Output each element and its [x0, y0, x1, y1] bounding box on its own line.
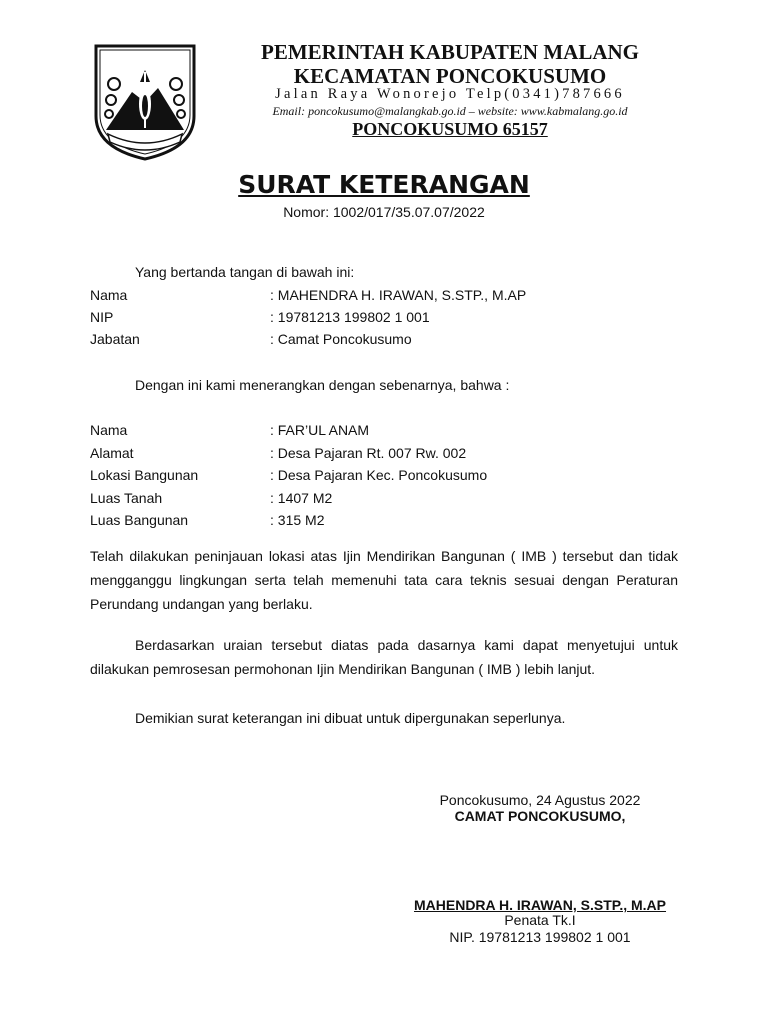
org-name-line1: PEMERINTAH KABUPATEN MALANG — [261, 40, 639, 64]
regency-emblem-logo — [92, 42, 198, 162]
letter-number: Nomor: 1002/017/35.07.07/2022 — [283, 204, 485, 220]
inspection-paragraph: Telah dilakukan peninjauan lokasi atas Ijin Mendirikan Bangunan ( IMB ) tersebut dan tidak mengganggu lingkungan serta telah memenuhi tata cara teknis sesuai dengan Peraturan Perundang undangan yang berlaku. — [90, 548, 678, 612]
letter-title: SURAT KETERANGAN — [238, 170, 530, 199]
field-value: : Desa Pajaran Kec. Poncokusumo — [270, 467, 488, 483]
field-label: Lokasi Bangunan — [90, 467, 199, 483]
subject-field-row — [90, 445, 690, 463]
place-date: Poncokusumo, 24 Agustus 2022 — [439, 792, 641, 808]
approval-paragraph: Berdasarkan uraian tersebut diatas pada dasarnya kami dapat menyetujui untuk dilakukan pemrosesan permohonan Ijin Mendirikan Bangunan ( IMB ) lebih lanjut. — [90, 637, 678, 677]
signer-field-row — [90, 309, 690, 327]
office-address: Jalan Raya Wonorejo Telp(0341)787666 — [275, 86, 625, 102]
signer-field-row — [90, 287, 690, 305]
signer-field-row — [90, 331, 690, 349]
org-name-line2: KECAMATAN PONCOKUSUMO — [293, 64, 607, 88]
closing-text: Demikian surat keterangan ini dibuat untuk dipergunakan seperlunya. — [135, 710, 566, 726]
field-label: Jabatan — [90, 331, 140, 347]
field-label: Luas Tanah — [90, 490, 163, 506]
field-value: : 19781213 199802 1 001 — [270, 309, 430, 325]
field-value: : MAHENDRA H. IRAWAN, S.STP., M.AP — [270, 287, 527, 303]
field-label: NIP — [90, 309, 114, 325]
postal-code-line: PONCOKUSUMO 65157 — [352, 119, 548, 139]
field-value: : 1407 M2 — [270, 490, 333, 506]
field-value: : Camat Poncokusumo — [270, 331, 412, 347]
field-label: Luas Bangunan — [90, 512, 189, 528]
subject-field-row — [90, 467, 690, 485]
signer-nip: NIP. 19781213 199802 1 001 — [449, 929, 631, 945]
signer-rank: Penata Tk.I — [504, 912, 576, 928]
subject-field-row — [90, 512, 690, 530]
field-label: Nama — [90, 422, 128, 438]
field-label: Nama — [90, 287, 128, 303]
signer-position: CAMAT PONCOKUSUMO, — [454, 808, 626, 824]
subject-field-row — [90, 490, 690, 508]
field-value: : 315 M2 — [270, 512, 325, 528]
field-value: : Desa Pajaran Rt. 007 Rw. 002 — [270, 445, 467, 461]
statement-text: Dengan ini kami menerangkan dengan sebenarnya, bahwa : — [135, 377, 510, 393]
subject-field-row — [90, 422, 690, 440]
intro-text: Yang bertanda tangan di bawah ini: — [135, 264, 355, 280]
contact-line: Email: poncokusumo@malangkab.go.id – website: www.kabmalang.go.id — [272, 104, 628, 118]
field-value: : FAR’UL ANAM — [270, 422, 370, 438]
field-label: Alamat — [90, 445, 134, 461]
signer-name: MAHENDRA H. IRAWAN, S.STP., M.AP — [413, 897, 667, 913]
